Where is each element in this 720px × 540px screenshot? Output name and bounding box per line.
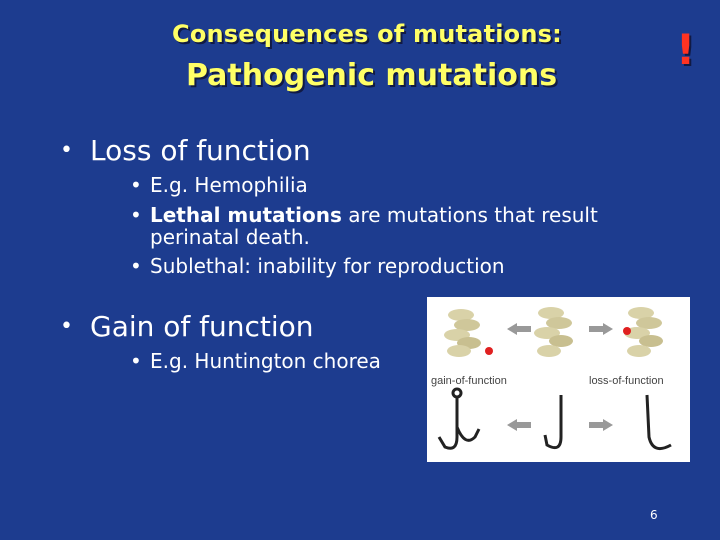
arrow-right-bottom-icon [589, 419, 613, 431]
bullet-dot: • [60, 314, 73, 339]
loss-of-function-label: loss-of-function [589, 375, 664, 387]
arrow-left-top-icon [507, 323, 531, 335]
sub-bullet-dot: • [130, 203, 142, 227]
title-line-1: Consequences of mutations: [172, 20, 562, 48]
protein-middle-icon [534, 307, 573, 357]
sub-bullet-text: Sublethal: inability for reproduction [150, 254, 505, 278]
gain-of-function-label: gain-of-function [431, 375, 507, 387]
title-line-2: Pathogenic mutations [186, 58, 558, 93]
protein-left-icon [444, 309, 493, 357]
sub-bullet-dot: • [130, 173, 142, 197]
mutation-illustration [427, 297, 690, 462]
hook-single-icon [545, 395, 561, 448]
lethal-bold-text: Lethal mutations [150, 203, 342, 227]
sub-bullet-lethal-continuation [150, 226, 310, 249]
sub-bullet-text: E.g. Hemophilia [150, 173, 308, 197]
exclamation-mark: ! [676, 25, 696, 74]
sub-bullet-text: E.g. Huntington chorea [150, 349, 381, 373]
bullet-label: Loss of function [90, 134, 311, 167]
arrow-right-top-icon [589, 323, 613, 335]
hook-double-icon [439, 389, 479, 448]
lethal-rest-text: are mutations that result [341, 203, 598, 227]
arrow-left-bottom-icon [507, 419, 531, 431]
sub-bullet-dot: • [130, 254, 142, 278]
bullet-label: Gain of function [90, 310, 314, 343]
sub-bullet-dot: • [130, 349, 142, 373]
bullet-dot: • [60, 138, 73, 163]
protein-right-icon [623, 307, 663, 357]
hook-straightened-icon [647, 395, 671, 449]
page-number: 6 [650, 508, 658, 522]
lethal-line-2: perinatal death. [150, 225, 310, 249]
